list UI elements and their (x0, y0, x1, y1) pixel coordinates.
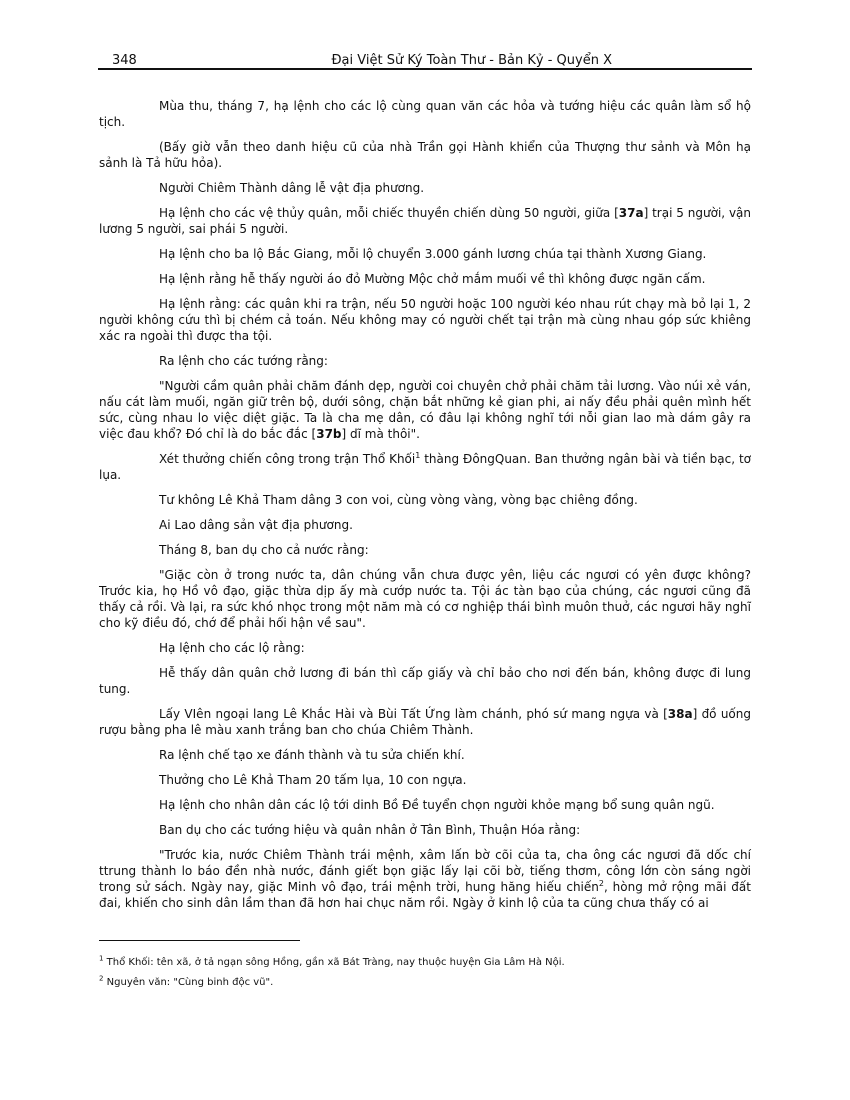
footnotes (99, 956, 751, 996)
folio-marker: 37b (316, 427, 342, 441)
paragraph: Ai Lao dâng sản vật địa phương. (159, 518, 353, 532)
footnote-ref[interactable]: 1 (415, 451, 421, 460)
paragraph: Hạ lệnh rằng hễ thấy người áo đỏ Mường Mộc chở mắm muối về thì không được ngăn cấm. (159, 272, 706, 286)
footnote (99, 976, 751, 990)
paragraph: Người Chiêm Thành dâng lễ vật địa phương. (159, 181, 425, 195)
paragraph: Thưởng cho Lê Khả Tham 20 tấm lụa, 10 con ngựa. (159, 773, 467, 787)
paragraph: (Bấy giờ vẫn theo danh hiệu cũ của nhà Trần gọi Hành khiển của Thượng thư sảnh và Môn hạ sảnh là Tả hữu hỏa). (99, 140, 751, 170)
footnote-number: 1 (99, 954, 104, 963)
footnote-number: 2 (99, 974, 104, 983)
paragraph: Ra lệnh chế tạo xe đánh thành và tu sửa chiến khí. (159, 748, 465, 762)
paragraph: Hạ lệnh cho các lộ rằng: (159, 641, 305, 655)
paragraph: Ra lệnh cho các tướng rằng: (159, 354, 328, 368)
paragraph: Ban dụ cho các tướng hiệu và quân nhân ở Tân Bình, Thuận Hóa rằng: (159, 823, 581, 837)
paragraph: Hạ lệnh cho ba lộ Bắc Giang, mỗi lộ chuyển 3.000 gánh lương chúa tại thành Xương Giang. (159, 247, 707, 261)
paragraph: "Giặc còn ở trong nước ta, dân chúng vẫn chưa được yên, liệu các ngươi có yên được không? Trước kia, họ Hồ vô đạo, giặc thừa dịp ấy mà cướp nước ta. Tội ác tàn bạo của chúng, các ngươi cũng đã thấy cả rồi. Và lại, ra sức khó nhọc trong một năm mà có cơ nghiệp thái bình muôn thuở, các ngươi hãy nghĩ cho kỹ điều đó, chớ để phải hối hận về sau". (99, 568, 751, 630)
paragraph: Lấy VIên ngoại lang Lê Khắc Hài và Bùi Tất Ứng làm chánh, phó sứ mang ngựa và [38a] đồ uống rượu bằng pha lê màu xanh trắng ban cho chúa Chiêm Thành. (99, 707, 751, 737)
paragraph: "Người cầm quân phải chăm đánh dẹp, người coi chuyên chở phải chăm tải lương. Vào núi xẻ ván, nấu cát làm muối, ngăn giữ trên bộ, dưới sông, chặn bắt những kẻ gian phi, ai nấy đều phải quên mình hết sức, cùng nhau lo việc diệt giặc. Ta là cha mẹ dân, có đâu lại không nghĩ tới nỗi gian lao mà dám gây ra việc đau khổ? Đó chỉ là do bắc đắc [37b] dĩ mà thôi". (99, 379, 751, 441)
footnote-text: Nguyên văn: "Cùng binh độc vũ". (106, 977, 274, 988)
folio-marker: 37a (618, 206, 644, 220)
paragraph: Mùa thu, tháng 7, hạ lệnh cho các lộ cùng quan văn các hỏa và tướng hiệu các quân làm sổ hộ tịch. (99, 99, 751, 129)
footnote-rule (99, 940, 300, 941)
page-number: 348 (112, 53, 137, 68)
paragraph: Hạ lệnh rằng: các quân khi ra trận, nếu 50 người hoặc 100 người kéo nhau rút chạy mà bỏ lại 1, 2 người không cứu thì bị chém cả toán. Nếu không may có người chết tại trận mà cùng nhau góp sức khiêng xác ra ngoài thì được tha tội. (99, 297, 751, 343)
footnote-text: Thổ Khối: tên xã, ở tả ngạn sông Hồng, gần xã Bát Tràng, nay thuộc huyện Gia Lâm Hà Nội. (106, 957, 565, 968)
paragraph: Hạ lệnh cho nhân dân các lộ tới dinh Bồ Đề tuyển chọn người khỏe mạng bổ sung quân ngũ. (159, 798, 715, 812)
paragraph: Hạ lệnh cho các vệ thủy quân, mỗi chiếc thuyền chiến dùng 50 người, giữa [37a] trại 5 người, vận lương 5 người, sai phái 5 người. (99, 206, 752, 236)
paragraph: "Trước kia, nước Chiêm Thành trái mệnh, xâm lấn bờ cõi của ta, cha ông các ngươi đã dốc chí ttrung thành lo báo đền nhà nước, đánh giết bọn giặc lấy lại cõi bờ, tiếng thơm, công lớn còn sáng ngời trong sử sách. Ngày nay, giặc Minh vô đạo, trái mệnh trời, hung hăng hiếu chiến$^2$, hòng mở rộng mãi đất đai, khiến cho sinh dân lầm than đã hơn hai chục năm rồi. Ngày ở kinh lộ của ta cũng chưa thấy có ai (99, 848, 751, 910)
paragraph: Hễ thấy dân quân chở lương đi bán thì cấp giấy và chỉ bảo cho nơi đến bán, không được đi lung tung. (99, 666, 751, 696)
paragraph: Xét thưởng chiến công trong trận Thổ Khối$^1$ thàng ĐôngQuan. Ban thưởng ngân bài và tiền bạc, tơ lụa. (99, 451, 751, 482)
folio-marker: 38a (667, 707, 693, 721)
paragraph: Tháng 8, ban dụ cho cả nước rằng: (159, 543, 369, 557)
body-text (99, 98, 751, 911)
footnote (99, 956, 751, 970)
running-title: Đại Việt Sử Ký Toàn Thư - Bản Kỷ - Quyển X (331, 53, 612, 68)
paragraph: Tư không Lê Khả Tham dâng 3 con voi, cùng vòng vàng, vòng bạc chiêng đồng. (159, 493, 638, 507)
header-rule (98, 68, 752, 70)
footnote-ref[interactable]: 2 (598, 879, 604, 888)
